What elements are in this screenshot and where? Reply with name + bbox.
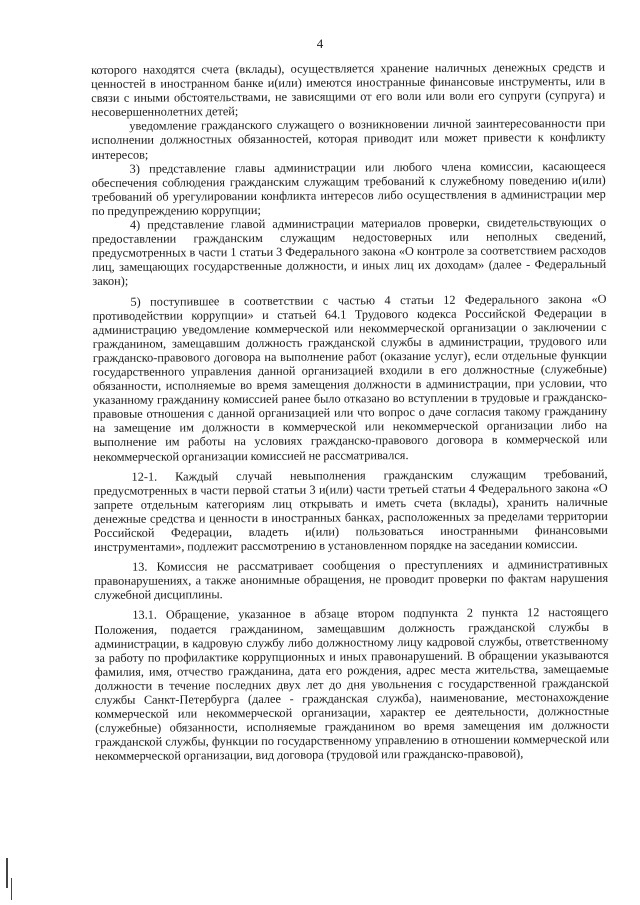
paragraph-clause-12-1: 12-1. Каждый случай невыполнения гражданским служащим требований, предусмотренных в части первой статьи 3 и(или) части третьей статьи 4 Федерального закона «О запрете отдельным категориям лиц открывать и иметь счета (вклады), хранить наличные денежные средства и ценности в иностранных банках, расположенных за пределами территории Российской Федерации, владеть и(или) пользоваться иностранными финансовыми инструментами», подлежит рассмотрению в установленном порядке на заседании комиссии. <box>93 466 608 555</box>
paragraph-notification-conflict: уведомление гражданского служащего о возникновении личной заинтересованности при исполнении должностных обязанностей, которая приводит или может привести к конфликту интересов; <box>91 116 606 162</box>
page-number: 4 <box>316 36 324 51</box>
scan-margin-mark <box>11 878 12 900</box>
paragraph-item-4: 4) представление главой администрации материалов проверки, свидетельствующих о предоставлении гражданским служащим недостоверных или неполных сведений, предусмотренных в части 1 статьи 3 Федерального закона «О контроле за соответствием расходов лиц, замещающих государственные должности, и иных лиц их доходам» (далее - Федеральный закон); <box>92 214 607 289</box>
paragraph-clause-13-1: 13.1. Обращение, указанное в абзаце втором подпункта 2 пункта 12 настоящего Положения, подается гражданином, замещавшим должность гражданской службы в администрации, в кадровую службу либо должностному лицу кадровой службы, ответственному за работу по профилактике коррупционных и иных правонарушений. В обращении указываются фамилия, имя, отчество гражданина, дата его рождения, адрес места жительства, замещаемые должности в течение последних двух лет до дня увольнения с государственной гражданской службы Санкт-Петербурга (далее - гражданская служба), наименование, местонахождение коммерческой или некоммерческой организации, характер ее деятельности, должностные (служебные) обязанности, исполняемые гражданином во время замещения им должности гражданской службы, функции по государственному управлению в отношении коммерческой или некоммерческой организации, вид договора (трудовой или гражданско-правовой), <box>94 605 610 764</box>
paragraph-clause-13: 13. Комиссия не рассматривает сообщения о преступлениях и административных правонарушениях, а также анонимные обращения, не проводит проверки по фактам нарушения служебной дисциплины. <box>94 557 609 603</box>
scan-margin-mark <box>6 858 8 888</box>
paragraph-continuation: которого находятся счета (вклады), осуществляется хранение наличных денежных средств и ценностей в иностранном банке и(или) имеются иностранные финансовые инструменты, или в связи с иными обстоятельствами, не зависящими от его воли или воли его супруги (супруга) и несовершеннолетних детей; <box>91 59 606 120</box>
paragraph-item-5: 5) поступившее в соответствии с частью 4 статьи 12 Федерального закона «О противодействии коррупции» и статьей 64.1 Трудового кодекса Российской Федерации в администрацию уведомление коммерческой или некоммерческой организации о заключении с гражданином, замещавшим должность гражданской службы в администрации, трудового или гражданско-правового договора на выполнение работ (оказание услуг), если отдельные функции государственного управления данной организацией входили в его должностные (служебные) обязанности, исполняемые во время замещения должности в администрации, при условии, что указанному гражданину комиссией ранее было отказано во вступлении в трудовые и гражданско-правовые отношения с данной организацией или что вопрос о даче согласия такому гражданину на замещение им должности в коммерческой или некоммерческой организации либо на выполнение им работы на условиях гражданско-правового договора в коммерческой или некоммерческой организации комиссией не рассматривался. <box>92 291 608 464</box>
document-body <box>91 60 609 764</box>
paragraph-item-3: 3) представление главы администрации или любого члена комиссии, касающееся обеспечения соблюдения гражданским служащим требований к служебному поведению и(или) требований об урегулировании конфликта интересов либо осуществления в администрации мер по предупреждению коррупции; <box>91 158 606 218</box>
